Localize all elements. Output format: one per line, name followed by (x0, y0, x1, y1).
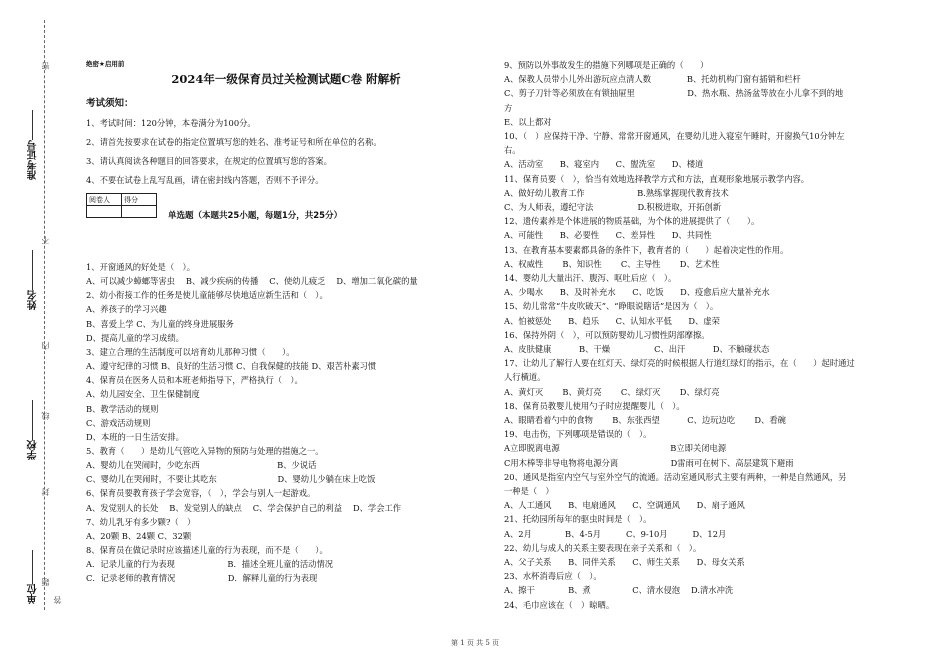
question-line: 24、毛巾应该在（ ）晾晒。 (504, 599, 615, 610)
seal-char: 不 (41, 236, 50, 244)
page-title: 2024年一级保育员过关检测试题C卷 附解析 (171, 72, 401, 86)
question-line: B、教学活动的规则 (86, 403, 159, 414)
question-line: 8、保育员在做记录时应该描述儿童的行为表现，而不是（ ）。 (86, 545, 328, 555)
question-line: A、活动室 B、寝室内 C、盥洗室 D、楼道 (504, 159, 704, 170)
question-line: 1、开窗通风的好处是（ ）。 (86, 262, 195, 272)
note-item: 1、考试时间：120分钟，本卷满分为100分。 (86, 118, 256, 128)
secret-mark: 绝密★启用前 (86, 60, 125, 68)
question-line: C、婴幼儿在哭闹时，不要让其吃东 D、婴幼儿少躺在床上吃饭 (86, 474, 376, 485)
question-line: A、父子关系 B、同伴关系 C、师生关系 D、母女关系 (504, 557, 745, 567)
question-line: A、黄灯灭 B、黄灯亮 C、绿灯灭 D、绿灯亮 (504, 386, 720, 397)
question-line: A、20颗 B、24颗 C、32颗 (86, 530, 192, 541)
question-line: A、做好幼儿教育工作 B.熟练掌握现代教育技术 (504, 187, 729, 198)
notes-heading: 考试须知： (86, 98, 134, 109)
question-line: D、本班的一日生活安排。 (86, 431, 184, 442)
question-line: A、人工通风 B、电扇通风 C、空调通风 D、扇子通风 (504, 500, 745, 511)
question-line: A、婴幼儿在哭闹时，少吃东西 B、少说话 (86, 460, 317, 471)
question-line: A、2月 B、4-5月 C、9-10月 D、12月 (504, 528, 727, 539)
question-line: A、可以减少蟑螂等害虫 B、减少疾病的传播 C、使幼儿疲乏 D、增加二氧化碳的量 (86, 276, 418, 287)
question-line: A、遵守纪律的习惯 B、良好的生活习惯 C、自我保健的技能 D、艰苦朴素习惯 (86, 361, 377, 372)
question-line: A、眼睛看着勺中的食物 B、东张西望 C、边玩边吃 D、看碗 (504, 415, 786, 425)
question-line: 7、幼儿乳牙有多少颗?（ ） (86, 516, 196, 527)
note-item: 2、请首先按要求在试卷的指定位置填写您的姓名、准考证号和所在单位的名称。 (86, 137, 382, 147)
question-line: 18、保育员教婴儿使用勺子时应提醒婴儿（ ）。 (504, 400, 685, 411)
seal-line (44, 20, 45, 610)
seal-char: 封 (41, 488, 50, 496)
question-line: A、怕被惩处 B、趋乐 C、认知水平低 D、虚荣 (504, 315, 720, 326)
name-underline (32, 250, 33, 290)
question-line: 方 (504, 102, 513, 113)
grader-cell[interactable] (87, 206, 122, 218)
question-line: 17、让幼儿了解行人要在红灯天、绿灯亮的时候根据人行道红绿灯的指示，在（ ）起时通过 (504, 358, 855, 369)
seal-char: 答 (53, 596, 62, 604)
question-line: 10、（ ）应保持干净、宁静、常常开窗通风，在婴幼儿进入寝室午睡时，开窗换气10分钟左 (504, 131, 845, 141)
question-line: D、提高儿童的学习成绩。 (86, 332, 184, 343)
admission-number-underline (32, 110, 33, 140)
name-label: 姓名 (28, 290, 39, 310)
note-item: 4、不要在试卷上乱写乱画，请在密封线内答题，否则不予评分。 (86, 175, 324, 185)
question-line: A、皮肤健康 B、干燥 C、出汗 D、不触碰状态 (504, 344, 770, 354)
unit-underline (32, 550, 33, 584)
question-line: C、剪子刀针等必须放在有锁抽屉里 D、热水瓶、热汤盆等放在小儿拿不到的地 (504, 88, 844, 99)
question-line: A立即脱离电源 B立即关闭电源 (504, 443, 727, 454)
question-line: A、可能性 B、必要性 C、差异性 D、共同性 (504, 230, 712, 241)
question-line: A、少喝水 B、及时补充水 C、吃饭 D、疫愈后应大量补充水 (504, 287, 770, 298)
score-cell[interactable] (122, 206, 157, 218)
question-line: 19、电击伤，下列哪项是错误的（ ）。 (504, 429, 652, 440)
question-line: 13、在教育基本要素都具备的条件下，教育者的（ ）起着决定性的作用。 (504, 244, 789, 255)
question-line: 人行横道。 (504, 372, 546, 383)
question-line: 16、保持外阴（ ），可以预防婴幼儿习惯性阴部摩擦。 (504, 329, 710, 340)
question-line: A．记录儿童的行为表现 B．描述全班儿童的活动情况 (86, 559, 334, 570)
question-line: 12、遗传素养是个体进展的物质基础，为个体的进展提供了（ ）。 (504, 216, 760, 227)
question-line: 2、幼小衔接工作的任务是使儿童能够尽快地适应新生活和（ ）。 (86, 290, 328, 301)
score-table (86, 193, 157, 218)
question-line: 一种是（ ） (504, 486, 554, 496)
question-line: 23、水杯消毒后应（ ）。 (504, 571, 602, 582)
seal-char: 内 (41, 342, 50, 350)
question-line: B、喜爱上学 C、为儿童的终身进展服务 (86, 318, 234, 329)
admission-number-label: 准考证号 (28, 140, 39, 180)
question-line: 15、幼儿常常“牛皮吹破天”、“睁眼说瞎话”是因为（ ）。 (504, 301, 719, 312)
question-line: A、养孩子的学习兴趣 (86, 304, 167, 315)
question-line: A、权威性 B、知识性 C、主导性 D、艺术性 (504, 258, 720, 269)
question-line: C．记录老师的教育情况 D．解释儿童的行为表现 (86, 573, 318, 584)
question-line: C、游戏活动规则 (86, 417, 151, 428)
question-line: E、以上都对 (504, 116, 552, 127)
question-line: 6、保育员要教育孩子学会宽容，（ ），学会与别人一起游戏。 (86, 488, 316, 499)
question-line: 22、幼儿与成人的关系主要表现在亲子关系和（ ）。 (504, 542, 702, 553)
unit-label: 单位 (28, 584, 39, 604)
question-line: 20、通风是指室内空气与室外空气的流通。活动室通风形式主要有两种，一种是自然通风，另 (504, 471, 847, 482)
question-line: 3、建立合理的生活制度可以培育幼儿那种习惯（ ）。 (86, 346, 295, 357)
question-line: 右。 (504, 145, 521, 156)
question-line: A、发觉别人的长处 B、发觉别人的缺点 C、学会保护自己的利益 D、学会工作 (86, 502, 402, 513)
question-line: 11、保育员要（ ），恰当有效地选择教学方式和方法，直观形象地展示教学内容。 (504, 173, 810, 184)
grader-header: 阅卷人 (87, 194, 122, 206)
school-label: 学校 (28, 440, 39, 460)
seal-char: 题 (41, 578, 50, 586)
binding-margin (0, 0, 80, 671)
question-line: A、保教人员带小儿外出游玩应点清人数 B、托幼机构门窗有插销和栏杆 (504, 74, 801, 85)
school-underline (32, 400, 33, 440)
question-line: A、擦干 B、煮 C、清水侵泡 D.清水冲洗 (504, 585, 734, 596)
question-line: 9、预防以外事故发生的措施下列哪项是正确的（ ） (504, 60, 709, 70)
question-line: 4、保育员在医务人员和本班老师指导下，严格执行（ ）。 (86, 375, 303, 386)
question-line: A、幼儿园安全、卫生保健制度 (86, 389, 200, 400)
seal-char: 密 (41, 62, 50, 70)
question-line: C、为人师表，遵纪守法 D.积极进取，开拓创新 (504, 202, 722, 212)
question-line: 14、婴幼儿大量出汗、腹泻、呕吐后应（ ）。 (504, 273, 677, 283)
question-line: 5、教育（ ）是幼儿气管吃入异物的预防与处理的措施之一。 (86, 445, 324, 456)
question-line: C用木棒等非导电物将电源分离 D雷雨可在树下、高层建筑下避雨 (504, 457, 794, 468)
page-footer: 第 1 页 共 5 页 (450, 639, 500, 647)
seal-char: 线 (41, 412, 50, 420)
section-title: 单选题（本题共25小题，每题1分，共25分） (168, 211, 343, 221)
question-line: 21、托幼园所每年的驱虫时间是（ ）。 (504, 514, 652, 525)
score-header: 得分 (122, 194, 157, 206)
note-item: 3、请认真阅读各种题目的回答要求，在规定的位置填写您的答案。 (86, 156, 332, 166)
